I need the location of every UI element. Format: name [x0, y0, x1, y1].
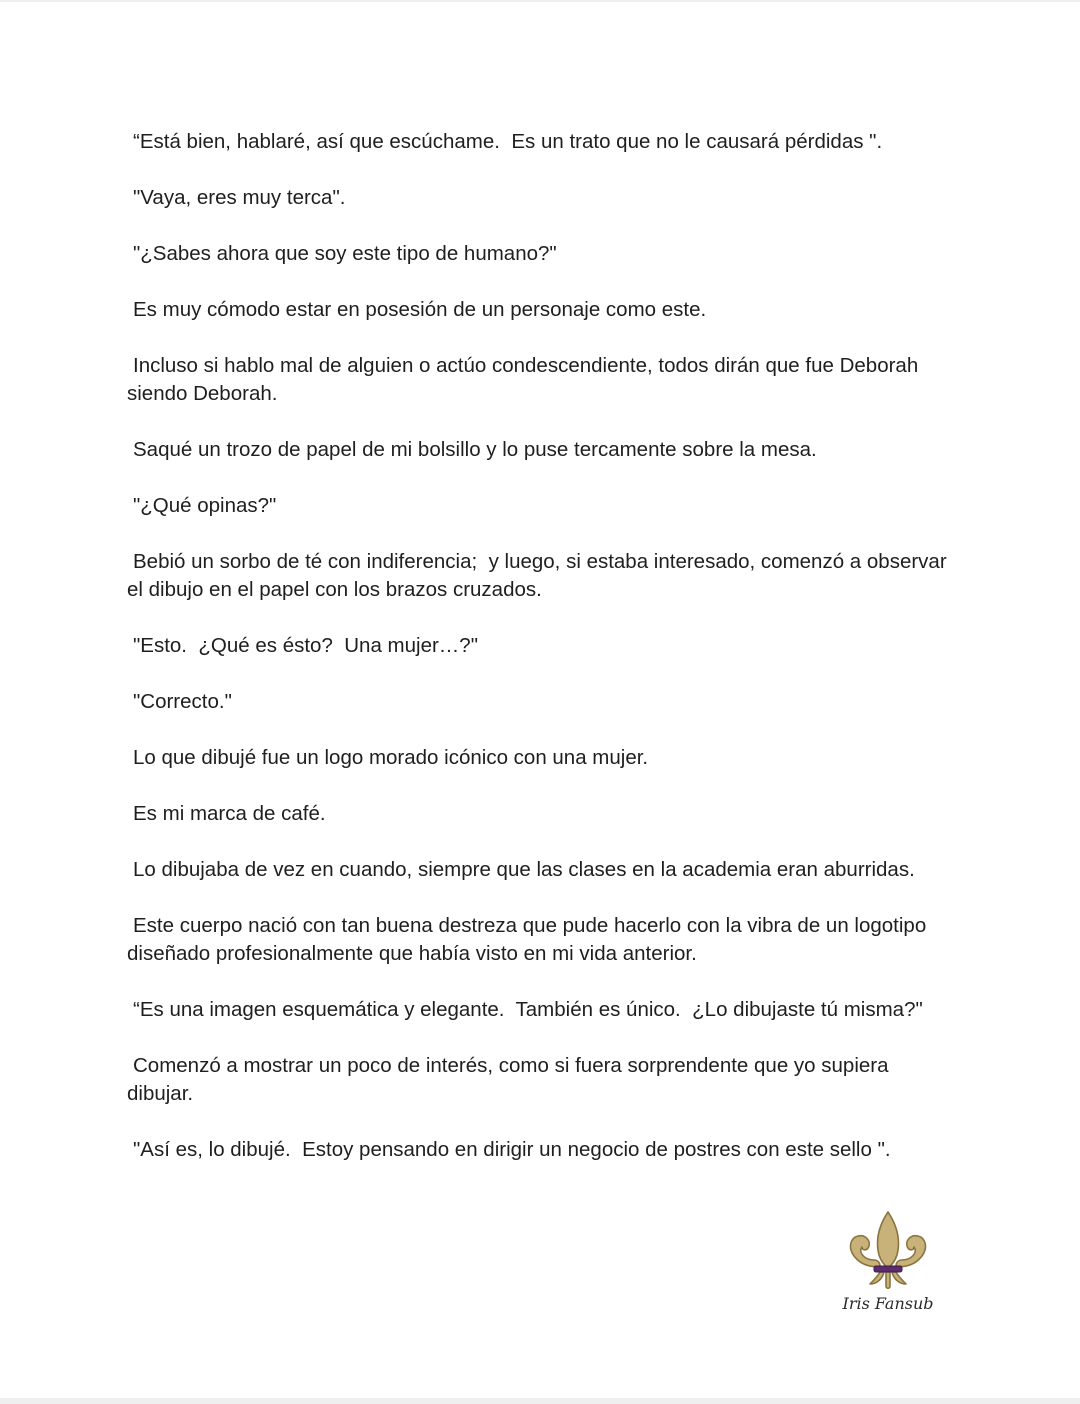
paragraph-9: "Esto. ¿Qué es ésto? Una mujer…?" — [133, 634, 478, 657]
paragraph-6: Saqué un trozo de papel de mi bolsillo y lo puse tercamente sobre la mesa. — [133, 438, 817, 461]
paragraph-11: Lo que dibujé fue un logo morado icónico con una mujer. — [133, 746, 649, 769]
paragraph-17: "Así es, lo dibujé. Estoy pensando en dirigir un negocio de postres con este sello ". — [133, 1138, 891, 1161]
fleur-de-lis-icon — [844, 1210, 932, 1294]
paragraph-8: Bebió un sorbo de té con indiferencia; y luego, si estaba interesado, comenzó a observar el dibujo en el papel con los brazos cruzados. — [127, 550, 953, 601]
paragraph-3: "¿Sabes ahora que soy este tipo de humano?" — [133, 242, 557, 265]
watermark-text: Iris Fansub — [842, 1294, 934, 1313]
paragraph-4: Es muy cómodo estar en posesión de un personaje como este. — [133, 298, 707, 321]
paragraph-16: Comenzó a mostrar un poco de interés, como si fuera sorprendente que yo supiera dibujar. — [127, 1054, 895, 1105]
paragraph-15: “Es una imagen esquemática y elegante. También es único. ¿Lo dibujaste tú misma?" — [133, 998, 923, 1021]
watermark-logo — [838, 1210, 948, 1320]
paragraph-13: Lo dibujaba de vez en cuando, siempre que las clases en la academia eran aburridas. — [133, 858, 915, 881]
paragraph-14: Este cuerpo nació con tan buena destreza que pude hacerlo con la vibra de un logotipo diseñado profesionalmente que había visto en mi vida anterior. — [127, 914, 932, 965]
document-page — [0, 2, 1080, 1398]
paragraph-10: "Correcto." — [133, 690, 232, 713]
paragraph-1: “Está bien, hablaré, así que escúchame. Es un trato que no le causará pérdidas ". — [133, 130, 883, 153]
document-body — [127, 128, 959, 1192]
paragraph-7: "¿Qué opinas?" — [133, 494, 277, 517]
paragraph-12: Es mi marca de café. — [133, 802, 326, 825]
paragraph-5: Incluso si hablo mal de alguien o actúo condescendiente, todos dirán que fue Deborah siendo Deborah. — [127, 354, 924, 405]
paragraph-2: "Vaya, eres muy terca". — [133, 186, 346, 209]
